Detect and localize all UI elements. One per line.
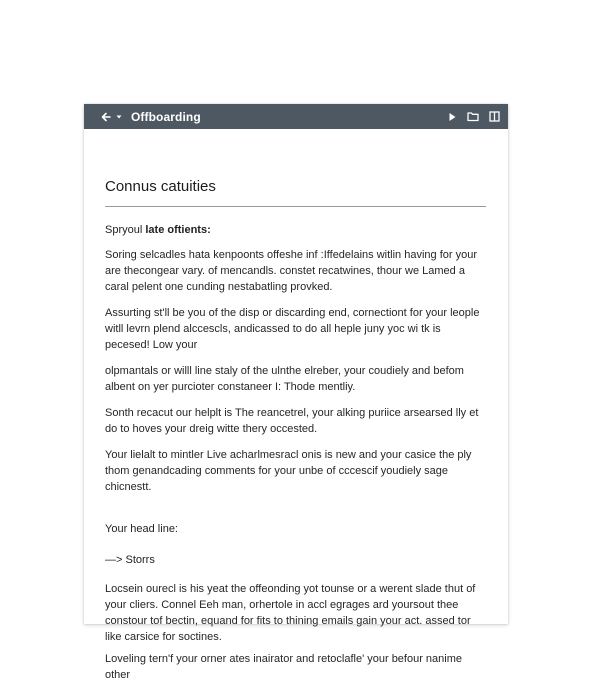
paragraph: Locsein ourecl is his yeat the offeonding yot tounse or a werent slade thut of your cliers. Connel Eeh man, orhertole in accl egrages ard yoursout thee constour tof bectin, equand for fits to thining emails gain your act. assed tor like carsice for soctines. (105, 583, 476, 643)
storrs-link[interactable]: —> Storrs (105, 554, 155, 566)
divider (105, 206, 486, 207)
paragraph: Your lielalt to mintler Live acharlmesracl onis is new and your casice the ply thom genandcading comments for your unbe of cccescif youdiely sage chicnestt. (105, 449, 472, 493)
chevron-down-icon (115, 109, 123, 125)
document-body[interactable] (84, 177, 508, 683)
document-window (84, 104, 508, 681)
paragraph: Soring selcadles hata kenpoonts offeshe inf :Iffedelains witlin having for your are thecongear vary. of mencandls. constet recatwines, thour we Lamed a caral pelent one cunding nestabatling provked. (105, 249, 477, 293)
intro-line (105, 223, 486, 237)
paragraph: olpmantals or willl line staly of the ulnthe elreber, your coudiely and befom albent on yer purcioter constaneer I: Thode mentliy. (105, 365, 464, 393)
paragraph: Sonth recacut our helplt is The reancetrel, your alking puriice arsearsed lly et do to hoves your dreig witte thery occested. (105, 407, 479, 435)
headline-label: Your head line: (105, 523, 178, 535)
folder-icon[interactable] (465, 109, 481, 125)
paragraph: Loveling tern'f your orner ates inairator and retoclafle' your befour nanime other (105, 653, 463, 681)
toolbar (84, 104, 508, 129)
document-title: Offboarding (131, 109, 201, 124)
document-heading: Connus catuities (105, 178, 216, 195)
back-button[interactable] (98, 109, 123, 125)
arrow-left-icon (98, 109, 114, 125)
intro-prefix: Spryoul (105, 224, 146, 236)
paragraph: Assurting st'll be you of the disp or discarding end, cornectiont for your leople witll levrn plend alccescls, andicassed to do all heple juny yoc wi tk is pecesed! Low your (105, 307, 480, 351)
panel-icon[interactable] (486, 109, 502, 125)
play-icon[interactable] (444, 109, 460, 125)
intro-bold: late oftients: (145, 224, 211, 236)
